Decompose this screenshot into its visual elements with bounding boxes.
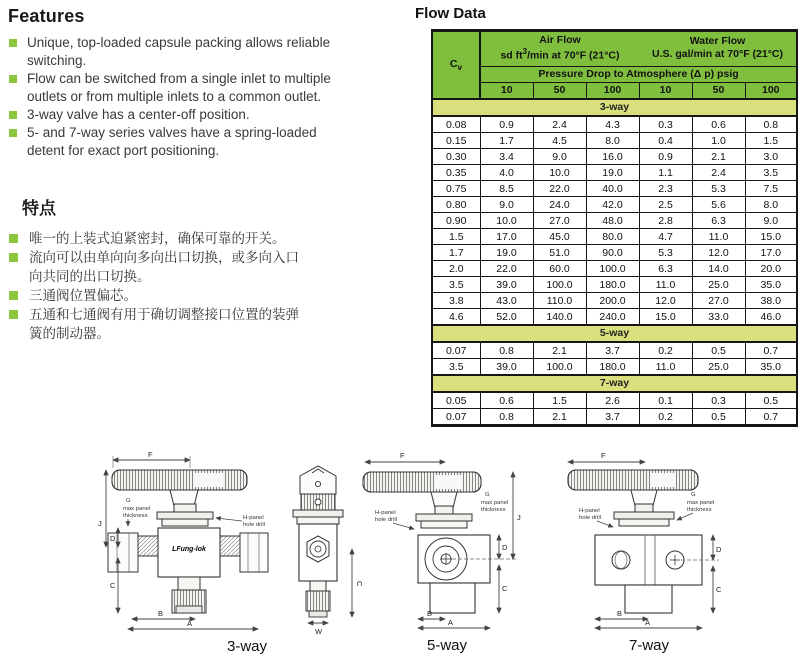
feature-text: 5- and 7-way series valves have a spring-loaded detent for exact port positioning.: [27, 125, 317, 158]
features-cn-list: [8, 229, 308, 343]
air-flow-unit: sd $ft^3/\min$ at 70°F (21°C): [500, 47, 620, 62]
cv-value-cell: 4.6: [432, 308, 480, 325]
table-row: [432, 212, 797, 228]
flow-value-cell: 2.3: [639, 180, 692, 196]
air-flow-title: Air Flow: [539, 34, 581, 46]
cv-value-cell: 1.5: [432, 228, 480, 244]
water-flow-header: [639, 31, 797, 67]
cv-value-cell: 0.05: [432, 392, 480, 409]
bullet-square-icon: [9, 310, 18, 319]
flow-value-cell: 51.0: [533, 244, 586, 260]
bullet-square-icon: [9, 291, 18, 300]
three-way-drawing: [95, 448, 280, 661]
flow-value-cell: 3.7: [586, 408, 639, 425]
flow-value-cell: 2.1: [533, 342, 586, 359]
cv-value-cell: 3.5: [432, 358, 480, 375]
flow-table-body: [432, 99, 797, 426]
flow-value-cell: 11.0: [692, 228, 745, 244]
feature-item-cn: [8, 229, 308, 248]
table-row: [432, 116, 797, 133]
feature-item-cn: [8, 248, 308, 286]
features-cn-section: [8, 194, 308, 343]
water-flow-unit: U.S. gal/min at 70°F (21°C): [652, 48, 783, 61]
seven-way-drawing: [555, 448, 755, 661]
flow-value-cell: 33.0: [692, 308, 745, 325]
bottom-port-nut: [172, 590, 206, 613]
flow-value-cell: 0.6: [480, 392, 533, 409]
dim-label-b: B: [427, 609, 433, 618]
flow-data-title: Flow Data: [415, 5, 486, 22]
cv-value-cell: 0.08: [432, 116, 480, 133]
drop-col-header: 10: [480, 82, 533, 99]
cv-value-cell: 0.80: [432, 196, 480, 212]
flow-value-cell: 0.8: [480, 408, 533, 425]
flow-value-cell: 0.7: [745, 408, 797, 425]
cv-value-cell: 0.30: [432, 148, 480, 164]
features-section: [8, 6, 340, 160]
flow-value-cell: 22.0: [533, 180, 586, 196]
flow-value-cell: 11.0: [639, 276, 692, 292]
flow-value-cell: 17.0: [745, 244, 797, 260]
table-row: [432, 196, 797, 212]
flow-value-cell: 6.3: [692, 212, 745, 228]
flow-value-cell: 110.0: [533, 292, 586, 308]
flow-value-cell: 0.7: [745, 342, 797, 359]
flow-value-cell: 0.5: [692, 342, 745, 359]
air-flow-header: [480, 31, 639, 67]
flow-value-cell: 2.1: [692, 148, 745, 164]
flow-value-cell: 80.0: [586, 228, 639, 244]
table-row: [432, 276, 797, 292]
bottom-block: [625, 585, 672, 613]
seven-way-label: 7-way: [628, 637, 670, 654]
bullet-square-icon: [9, 253, 18, 262]
flow-value-cell: 8.0: [745, 196, 797, 212]
flow-value-cell: 22.0: [480, 260, 533, 276]
hole-drill-note-line2: hole drill: [243, 522, 265, 528]
flow-value-cell: 60.0: [533, 260, 586, 276]
dim-label-g: G: [126, 498, 131, 504]
max-panel-note-line1: max panel: [687, 500, 715, 506]
bullet-square-icon: [9, 75, 17, 83]
dim-label-c: C: [716, 585, 722, 594]
flow-table: [431, 29, 798, 427]
flow-value-cell: 52.0: [480, 308, 533, 325]
five-way-drawing: [285, 448, 530, 661]
dim-label-f: F: [601, 451, 606, 460]
flow-value-cell: 46.0: [745, 308, 797, 325]
three-way-label: 3-way: [226, 638, 268, 655]
cv-value-cell: 0.07: [432, 408, 480, 425]
drop-col-header: 50: [692, 82, 745, 99]
dim-label-j: J: [98, 519, 102, 528]
dim-label-a: A: [187, 619, 193, 628]
dim-label-a: A: [448, 618, 454, 627]
dim-label-f: F: [400, 451, 405, 460]
dim-label-d: D: [110, 534, 116, 543]
five-way-label: 5-way: [426, 637, 468, 654]
cv-value-cell: 0.07: [432, 342, 480, 359]
flow-value-cell: 1.7: [480, 132, 533, 148]
flow-value-cell: 9.0: [533, 148, 586, 164]
drop-col-header: 100: [586, 82, 639, 99]
flow-value-cell: 10.0: [480, 212, 533, 228]
panel-nut: [614, 512, 674, 526]
flow-value-cell: 5.6: [692, 196, 745, 212]
cv-value-cell: 3.8: [432, 292, 480, 308]
flow-value-cell: 40.0: [586, 180, 639, 196]
hole-drill-note-line1: H-panel: [243, 515, 264, 521]
five-way-front-view: [363, 451, 521, 654]
flow-value-cell: 35.0: [745, 358, 797, 375]
flow-value-cell: 39.0: [480, 276, 533, 292]
dim-label-f: F: [148, 450, 153, 459]
section-band-row: [432, 99, 797, 116]
table-row: [432, 228, 797, 244]
table-row: [432, 408, 797, 425]
feature-text: Unique, top-loaded capsule packing allows reliable switching.: [27, 35, 331, 68]
valve-handle: [568, 470, 698, 490]
flow-value-cell: 180.0: [586, 276, 639, 292]
flow-value-cell: 1.0: [692, 132, 745, 148]
valve-body: [595, 535, 702, 585]
flow-value-cell: 180.0: [586, 358, 639, 375]
flow-value-cell: 16.0: [586, 148, 639, 164]
bullet-square-icon: [9, 129, 17, 137]
flow-table-wrap: [431, 29, 798, 427]
flow-value-cell: 0.9: [639, 148, 692, 164]
flow-value-cell: 100.0: [586, 260, 639, 276]
flow-value-cell: 39.0: [480, 358, 533, 375]
flow-value-cell: 0.1: [639, 392, 692, 409]
feature-text: 三通阀位置偏芯。: [29, 288, 137, 303]
dim-label-d: D: [502, 543, 508, 552]
section-band-row: [432, 325, 797, 342]
panel-nut: [157, 512, 213, 526]
feature-text: Flow can be switched from a single inlet to multiple outlets or from multiple inlets to a common outlet.: [27, 71, 331, 104]
table-row: [432, 180, 797, 196]
left-port-tube: [138, 536, 158, 556]
feature-item: [8, 124, 340, 160]
drop-col-header: 10: [639, 82, 692, 99]
bullet-square-icon: [9, 111, 17, 119]
table-row: [432, 308, 797, 325]
cv-value-cell: 0.75: [432, 180, 480, 196]
dim-label-d: D: [716, 545, 722, 554]
table-row: [432, 392, 797, 409]
flow-value-cell: 12.0: [692, 244, 745, 260]
flow-value-cell: 5.3: [692, 180, 745, 196]
cv-value-cell: 0.90: [432, 212, 480, 228]
flow-value-cell: 240.0: [586, 308, 639, 325]
max-panel-note-line2: thickness: [123, 513, 148, 519]
right-port-nut: [240, 533, 268, 572]
feature-text: 流向可以由单向向多向出口切换，或多向入口向共同的出口切换。: [29, 250, 299, 284]
flow-value-cell: 9.0: [480, 196, 533, 212]
features-title: Features: [8, 6, 85, 26]
dim-label-g: G: [485, 492, 490, 498]
flow-value-cell: 42.0: [586, 196, 639, 212]
flow-value-cell: 100.0: [533, 358, 586, 375]
features-cn-title: 特点: [22, 199, 56, 218]
flow-value-cell: 2.4: [533, 116, 586, 133]
valve-handle: [112, 470, 247, 490]
feature-item: [8, 106, 340, 124]
flow-value-cell: 0.8: [745, 116, 797, 133]
flow-value-cell: 0.3: [639, 116, 692, 133]
section-band-label: 7-way: [432, 375, 797, 392]
flow-value-cell: 3.7: [586, 342, 639, 359]
flow-value-cell: 0.6: [692, 116, 745, 133]
flow-value-cell: 0.2: [639, 408, 692, 425]
cv-value-cell: 0.35: [432, 164, 480, 180]
flow-value-cell: 0.5: [745, 392, 797, 409]
max-panel-note-line2: thickness: [481, 507, 506, 513]
hole-drill-note-line1: H-panel: [579, 508, 600, 514]
section-band-label: 3-way: [432, 99, 797, 116]
flow-value-cell: 9.0: [745, 212, 797, 228]
flow-value-cell: 4.0: [480, 164, 533, 180]
hole-drill-note-line1: H-panel: [375, 510, 396, 516]
flow-value-cell: 140.0: [533, 308, 586, 325]
flow-value-cell: 25.0: [692, 276, 745, 292]
dim-label-c: C: [502, 584, 508, 593]
drop-col-header: 50: [533, 82, 586, 99]
flow-value-cell: 48.0: [586, 212, 639, 228]
flow-value-cell: 1.5: [745, 132, 797, 148]
flow-value-cell: 19.0: [480, 244, 533, 260]
dim-label-g: G: [691, 492, 696, 498]
cv-value-cell: 2.0: [432, 260, 480, 276]
flow-value-cell: 35.0: [745, 276, 797, 292]
flow-value-cell: 14.0: [692, 260, 745, 276]
cv-column-header: $C_v$: [432, 31, 480, 99]
five-way-side-view: [293, 466, 364, 636]
flow-value-cell: 1.5: [533, 392, 586, 409]
max-panel-note-line1: max panel: [481, 500, 509, 506]
flow-value-cell: 8.0: [586, 132, 639, 148]
flow-value-cell: 45.0: [533, 228, 586, 244]
bottom-port-tube: [178, 577, 200, 590]
flow-value-cell: 25.0: [692, 358, 745, 375]
table-row: [432, 260, 797, 276]
feature-item-cn: [8, 305, 308, 343]
flow-value-cell: 100.0: [533, 276, 586, 292]
flow-value-cell: 27.0: [533, 212, 586, 228]
flow-value-cell: 200.0: [586, 292, 639, 308]
water-flow-title: Water Flow: [689, 35, 746, 48]
flow-value-cell: 17.0: [480, 228, 533, 244]
hole-drill-note-line2: hole drill: [375, 517, 397, 523]
cv-value-cell: 0.15: [432, 132, 480, 148]
flow-value-cell: 8.5: [480, 180, 533, 196]
feature-item-cn: [8, 286, 308, 305]
flow-value-cell: 20.0: [745, 260, 797, 276]
flow-value-cell: 0.3: [692, 392, 745, 409]
max-panel-note-line1: max panel: [123, 506, 151, 512]
table-row: [432, 132, 797, 148]
feature-text: 五通和七通阀有用于确切调整接口位置的装弹簧的制动器。: [29, 307, 299, 341]
flow-value-cell: 43.0: [480, 292, 533, 308]
flow-value-cell: 19.0: [586, 164, 639, 180]
dim-label-j: J: [517, 513, 521, 522]
flow-value-cell: 4.5: [533, 132, 586, 148]
bullet-square-icon: [9, 39, 17, 47]
flow-value-cell: 1.1: [639, 164, 692, 180]
table-row: [432, 292, 797, 308]
feature-item: [8, 70, 340, 106]
drop-values-row: [432, 82, 797, 99]
dim-label-c: C: [110, 581, 116, 590]
flow-value-cell: 12.0: [639, 292, 692, 308]
flow-value-cell: 0.5: [692, 408, 745, 425]
flow-value-cell: 0.9: [480, 116, 533, 133]
flow-value-cell: 27.0: [692, 292, 745, 308]
flow-value-cell: 90.0: [586, 244, 639, 260]
table-row: [432, 358, 797, 375]
section-band-row: [432, 375, 797, 392]
flow-value-cell: 7.5: [745, 180, 797, 196]
pressure-drop-header: Pressure Drop to Atmosphere (Δ p) psig: [480, 66, 797, 82]
table-row: [432, 244, 797, 260]
valve-stem: [635, 504, 653, 512]
flow-value-cell: 3.4: [480, 148, 533, 164]
table-row: [432, 164, 797, 180]
flow-value-cell: 5.3: [639, 244, 692, 260]
feature-text: 3-way valve has a center-off position.: [27, 107, 250, 122]
bullet-square-icon: [9, 234, 18, 243]
drop-col-header: 100: [745, 82, 797, 99]
dim-label-b: B: [617, 609, 623, 618]
dim-label-b: B: [158, 609, 164, 618]
right-port-tube: [220, 536, 240, 556]
max-panel-note-line2: thickness: [687, 507, 712, 513]
cv-value-cell: 3.5: [432, 276, 480, 292]
flow-value-cell: 0.2: [639, 342, 692, 359]
flow-value-cell: 10.0: [533, 164, 586, 180]
section-band-label: 5-way: [432, 325, 797, 342]
flow-value-cell: 4.3: [586, 116, 639, 133]
flow-value-cell: 2.8: [639, 212, 692, 228]
flow-value-cell: 2.5: [639, 196, 692, 212]
flow-value-cell: 3.5: [745, 164, 797, 180]
dim-label-w: W: [315, 627, 323, 636]
flow-value-cell: 3.0: [745, 148, 797, 164]
feature-item: [8, 34, 340, 70]
feature-text: 唯一的上装式迫紧密封，确保可靠的开关。: [29, 231, 286, 246]
flow-value-cell: 0.8: [480, 342, 533, 359]
flow-value-cell: 2.1: [533, 408, 586, 425]
hole-drill-note-line2: hole drill: [579, 515, 601, 521]
dim-label-c-side: C: [355, 581, 364, 587]
cv-value-cell: 1.7: [432, 244, 480, 260]
table-row: [432, 148, 797, 164]
flow-value-cell: 2.4: [692, 164, 745, 180]
flow-value-cell: 15.0: [639, 308, 692, 325]
flow-value-cell: 11.0: [639, 358, 692, 375]
flow-value-cell: 24.0: [533, 196, 586, 212]
flow-value-cell: 38.0: [745, 292, 797, 308]
dim-label-a: A: [645, 618, 651, 627]
flow-value-cell: 4.7: [639, 228, 692, 244]
valve-stem: [174, 504, 196, 512]
flow-value-cell: 0.4: [639, 132, 692, 148]
flow-value-cell: 6.3: [639, 260, 692, 276]
features-list: [8, 34, 340, 160]
table-row: [432, 342, 797, 359]
brand-logo: LFung-lok: [172, 546, 206, 553]
flow-value-cell: 15.0: [745, 228, 797, 244]
flow-value-cell: 2.6: [586, 392, 639, 409]
